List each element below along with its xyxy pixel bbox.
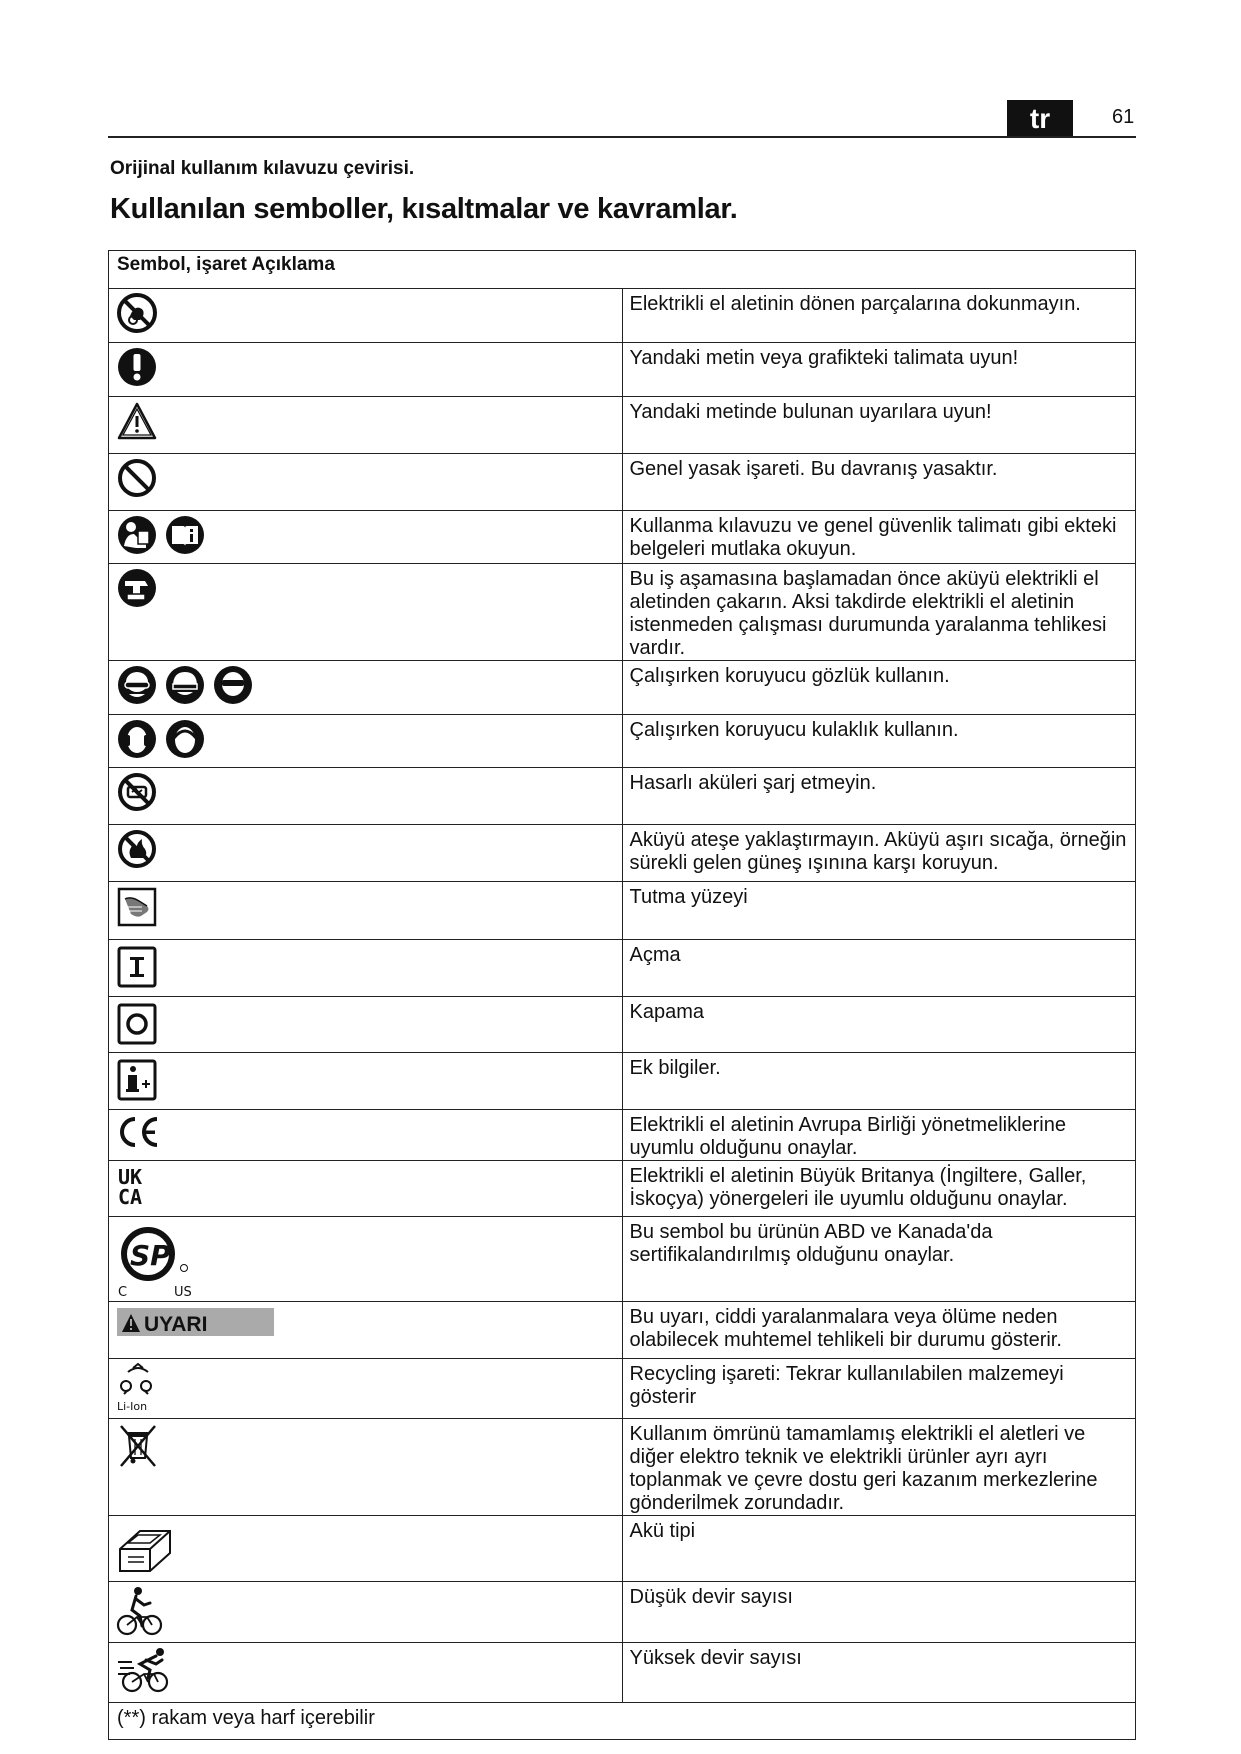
row-description: Elektrikli el aletinin Büyük Britanya (İngiltere, Galler, İskoçya) yönergeleri ile uyumlu olduğunu onaylar. [622, 1161, 1136, 1217]
language-badge: tr [1007, 100, 1073, 137]
table-row [109, 397, 1136, 454]
remove-battery-icon [116, 567, 158, 609]
table-row [109, 1643, 1136, 1703]
row-description: Ek bilgiler. [622, 1053, 1136, 1110]
ce-mark-icon [116, 1113, 162, 1151]
row-description: Genel yasak işareti. Bu davranış yasaktır. [622, 454, 1136, 511]
row-description: Bu sembol bu ürünün ABD ve Kanada'da sertifikalandırılmış olduğunu onaylar. [622, 1217, 1136, 1302]
table-footnote: (**) rakam veya harf içerebilir [109, 1703, 1136, 1740]
manual-book-icon [164, 514, 206, 556]
battery-pack-icon [116, 1519, 176, 1579]
table-header: Sembol, işaret Açıklama [109, 251, 1136, 289]
table-row [109, 882, 1136, 940]
csa-mark-icon [116, 1220, 206, 1298]
ukca-mark-icon [116, 1164, 162, 1210]
grip-surface-icon [116, 885, 158, 927]
table-row [109, 997, 1136, 1053]
table-row [109, 768, 1136, 825]
row-description: Yüksek devir sayısı [622, 1643, 1136, 1703]
power-on-icon [116, 943, 158, 989]
face-shield-icon [164, 664, 206, 706]
row-description: Çalışırken koruyucu kulaklık kullanın. [622, 715, 1136, 768]
row-description: Çalışırken koruyucu gözlük kullanın. [622, 661, 1136, 715]
power-off-icon [116, 1000, 158, 1046]
row-description: Kullanım ömrünü tamamlamış elektrikli el aletleri ve diğer elektro teknik ve elektrikli ürünler ayrı ayrı toplanmak ve çevre dostu geri kazanım merkezlerine gönderilmek zorundadır. [622, 1419, 1136, 1516]
table-row [109, 1217, 1136, 1302]
row-description: Yandaki metinde bulunan uyarılara uyun! [622, 397, 1136, 454]
uyari-label-icon [116, 1305, 276, 1339]
table-row [109, 661, 1136, 715]
row-description: Tutma yüzeyi [622, 882, 1136, 940]
table-row [109, 511, 1136, 564]
page-title: Kullanılan semboller, kısaltmalar ve kavramlar. [110, 193, 738, 225]
page-number: 61 [1112, 106, 1135, 128]
uyari-text: UYARI [144, 1313, 208, 1336]
li-ion-recycling-icon [116, 1362, 160, 1416]
row-description: Elektrikli el aletinin dönen parçalarına dokunmayın. [622, 289, 1136, 343]
table-row [109, 715, 1136, 768]
row-description: Kullanma kılavuzu ve genel güvenlik talimatı gibi ekteki belgeleri mutlaka okuyun. [622, 511, 1136, 564]
table-row [109, 1161, 1136, 1217]
li-ion-text: Li-Ion [117, 1400, 148, 1413]
table-row [109, 1053, 1136, 1110]
row-description: Düşük devir sayısı [622, 1582, 1136, 1643]
svg-text:SP: SP [130, 1239, 171, 1272]
table-row [109, 1359, 1136, 1419]
read-manual-icon [116, 514, 158, 556]
warning-triangle-icon [116, 400, 158, 442]
high-speed-cyclist-icon [116, 1646, 172, 1694]
row-description: Kapama [622, 997, 1136, 1053]
row-description: Bu iş aşamasına başlamadan önce aküyü elektrikli el aletinden çakarın. Aksi takdirde elektrikli el aletinin istenmeden çalışması durumunda yaralanma tehlikesi vardır. [622, 564, 1136, 661]
ukca-uk-text: UK [118, 1165, 143, 1189]
table-row [109, 1110, 1136, 1161]
ukca-ca-text: CA [118, 1185, 143, 1209]
table-row [109, 564, 1136, 661]
no-charge-damaged-battery-icon [116, 771, 158, 813]
csa-c-text: C [118, 1285, 128, 1298]
table-row [109, 1582, 1136, 1643]
row-description: Hasarlı aküleri şarj etmeyin. [622, 768, 1136, 825]
row-description: Akü tipi [622, 1516, 1136, 1582]
table-row [109, 1516, 1136, 1582]
table-footer-row [109, 1703, 1136, 1740]
low-speed-cyclist-icon [116, 1585, 164, 1637]
table-row [109, 825, 1136, 882]
glasses-icon [212, 664, 254, 706]
ear-protection-icon [116, 718, 158, 760]
prohibition-icon [116, 457, 158, 499]
csa-us-text: US [174, 1285, 192, 1298]
document-subtitle: Orijinal kullanım kılavuzu çevirisi. [110, 158, 415, 179]
info-plus-icon [116, 1056, 158, 1102]
safety-goggles-icon [116, 664, 158, 706]
weee-bin-icon [116, 1422, 160, 1470]
row-description: Yandaki metin veya grafikteki talimata uyun! [622, 343, 1136, 397]
table-row [109, 940, 1136, 997]
row-description: Aküyü ateşe yaklaştırmayın. Aküyü aşırı sıcağa, örneğin sürekli gelen güneş ışınına karşı koruyun. [622, 825, 1136, 882]
no-touch-rotating-parts-icon [116, 292, 158, 334]
table-row [109, 1302, 1136, 1359]
table-row [109, 343, 1136, 397]
no-fire-battery-icon [116, 828, 158, 870]
ear-protection-alt-icon [164, 718, 206, 760]
row-description: Bu uyarı, ciddi yaralanmalara veya ölüme neden olabilecek muhtemel tehlikeli bir durumu gösterir. [622, 1302, 1136, 1359]
exclamation-icon [116, 346, 158, 388]
table-row [109, 454, 1136, 511]
symbols-table [108, 250, 1136, 1740]
row-description: Recycling işareti: Tekrar kullanılabilen malzemeyi gösterir [622, 1359, 1136, 1419]
table-row [109, 289, 1136, 343]
table-row [109, 1419, 1136, 1516]
row-description: Elektrikli el aletinin Avrupa Birliği yönetmeliklerine uyumlu olduğunu onaylar. [622, 1110, 1136, 1161]
row-description: Açma [622, 940, 1136, 997]
header-rule [108, 136, 1136, 138]
